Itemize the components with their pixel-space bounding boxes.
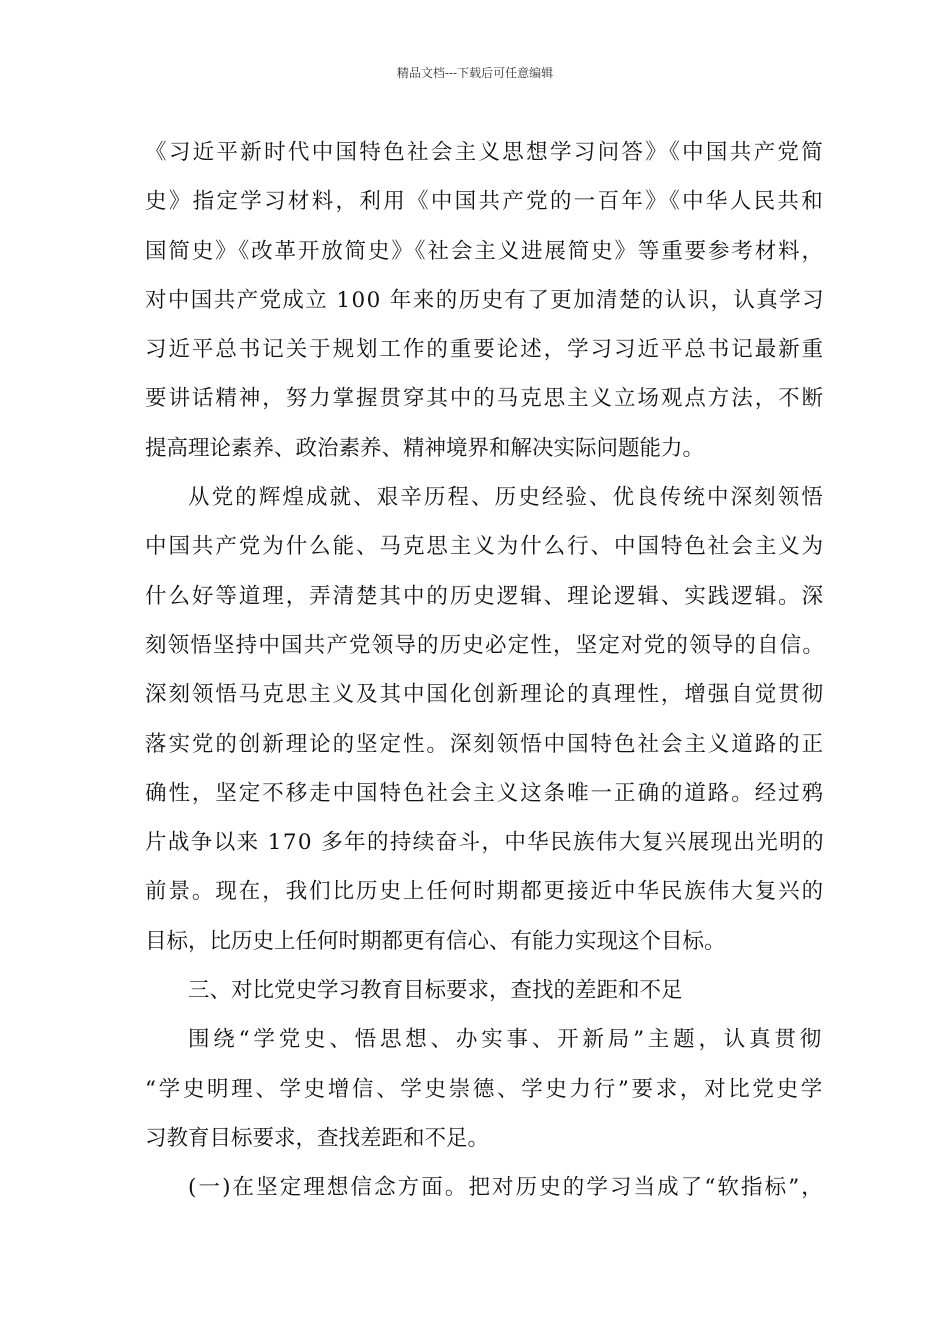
text-line: 《习近平新时代中国特色社会主义思想学习问答》《中国共产党简 [145, 140, 826, 165]
text-line: “学史明理、学史增信、学史崇德、学史力行”要求，对比党史学 [145, 1076, 825, 1102]
text-line: 深刻领悟马克思主义及其中国化创新理论的真理性，增强自觉贯彻 [145, 682, 826, 708]
text-line: 什么好等道理，弄清楚其中的历史逻辑、理论逻辑、实践逻辑。深 [145, 583, 826, 609]
text-line: 国简史》《改革开放简史》《社会主义进展简史》等重要参考材料， [145, 238, 825, 264]
text-line: (一)在坚定理想信念方面。把对历史的学习当成了“软指标”， [188, 1175, 825, 1201]
text-line: 三、对比党史学习教育目标要求，查找的差距和不足 [188, 978, 683, 1004]
text-line: 对中国共产党成立 100 年来的历史有了更加清楚的认识，认真学习 [145, 287, 826, 313]
text-line: 确性，坚定不移走中国特色社会主义这条唯一正确的道路。经过鸦 [145, 780, 826, 806]
text-line: 习近平总书记关于规划工作的重要论述，学习习近平总书记最新重 [145, 337, 826, 363]
text-line: 前景。现在，我们比历史上任何时期都更接近中华民族伟大复兴的 [145, 879, 826, 905]
document-body [145, 128, 825, 1213]
text-line: 要讲话精神，努力掌握贯穿其中的马克思主义立场观点方法，不断 [145, 386, 826, 412]
text-line: 目标，比历史上任何时期都更有信心、有能力实现这个目标。 [145, 928, 726, 954]
text-line: 落实党的创新理论的坚定性。深刻领悟中国特色社会主义道路的正 [145, 731, 826, 757]
text-line: 中国共产党为什么能、马克思主义为什么行、中国特色社会主义为 [145, 534, 826, 560]
text-line: 从党的辉煌成就、艰辛历程、历史经验、优良传统中深刻领悟 [188, 485, 825, 511]
text-line: 刻领悟坚持中国共产党领导的历史必定性，坚定对党的领导的自信。 [145, 632, 826, 658]
text-line: 围绕“学党史、悟思想、办实事、开新局”主题，认真贯彻 [188, 1027, 826, 1053]
text-line: 提高理论素养、政治素养、精神境界和解决实际问题能力。 [145, 435, 705, 461]
text-line: 片战争以来 170 多年的持续奋斗，中华民族伟大复兴展现出光明的 [145, 830, 826, 856]
text-line: 习教育目标要求，查找差距和不足。 [145, 1125, 490, 1151]
text-line: 史》指定学习材料，利用《中国共产党的一百年》《中华人民共和 [145, 189, 826, 215]
page-header: 精品文档---下载后可任意编辑 [396, 66, 554, 80]
